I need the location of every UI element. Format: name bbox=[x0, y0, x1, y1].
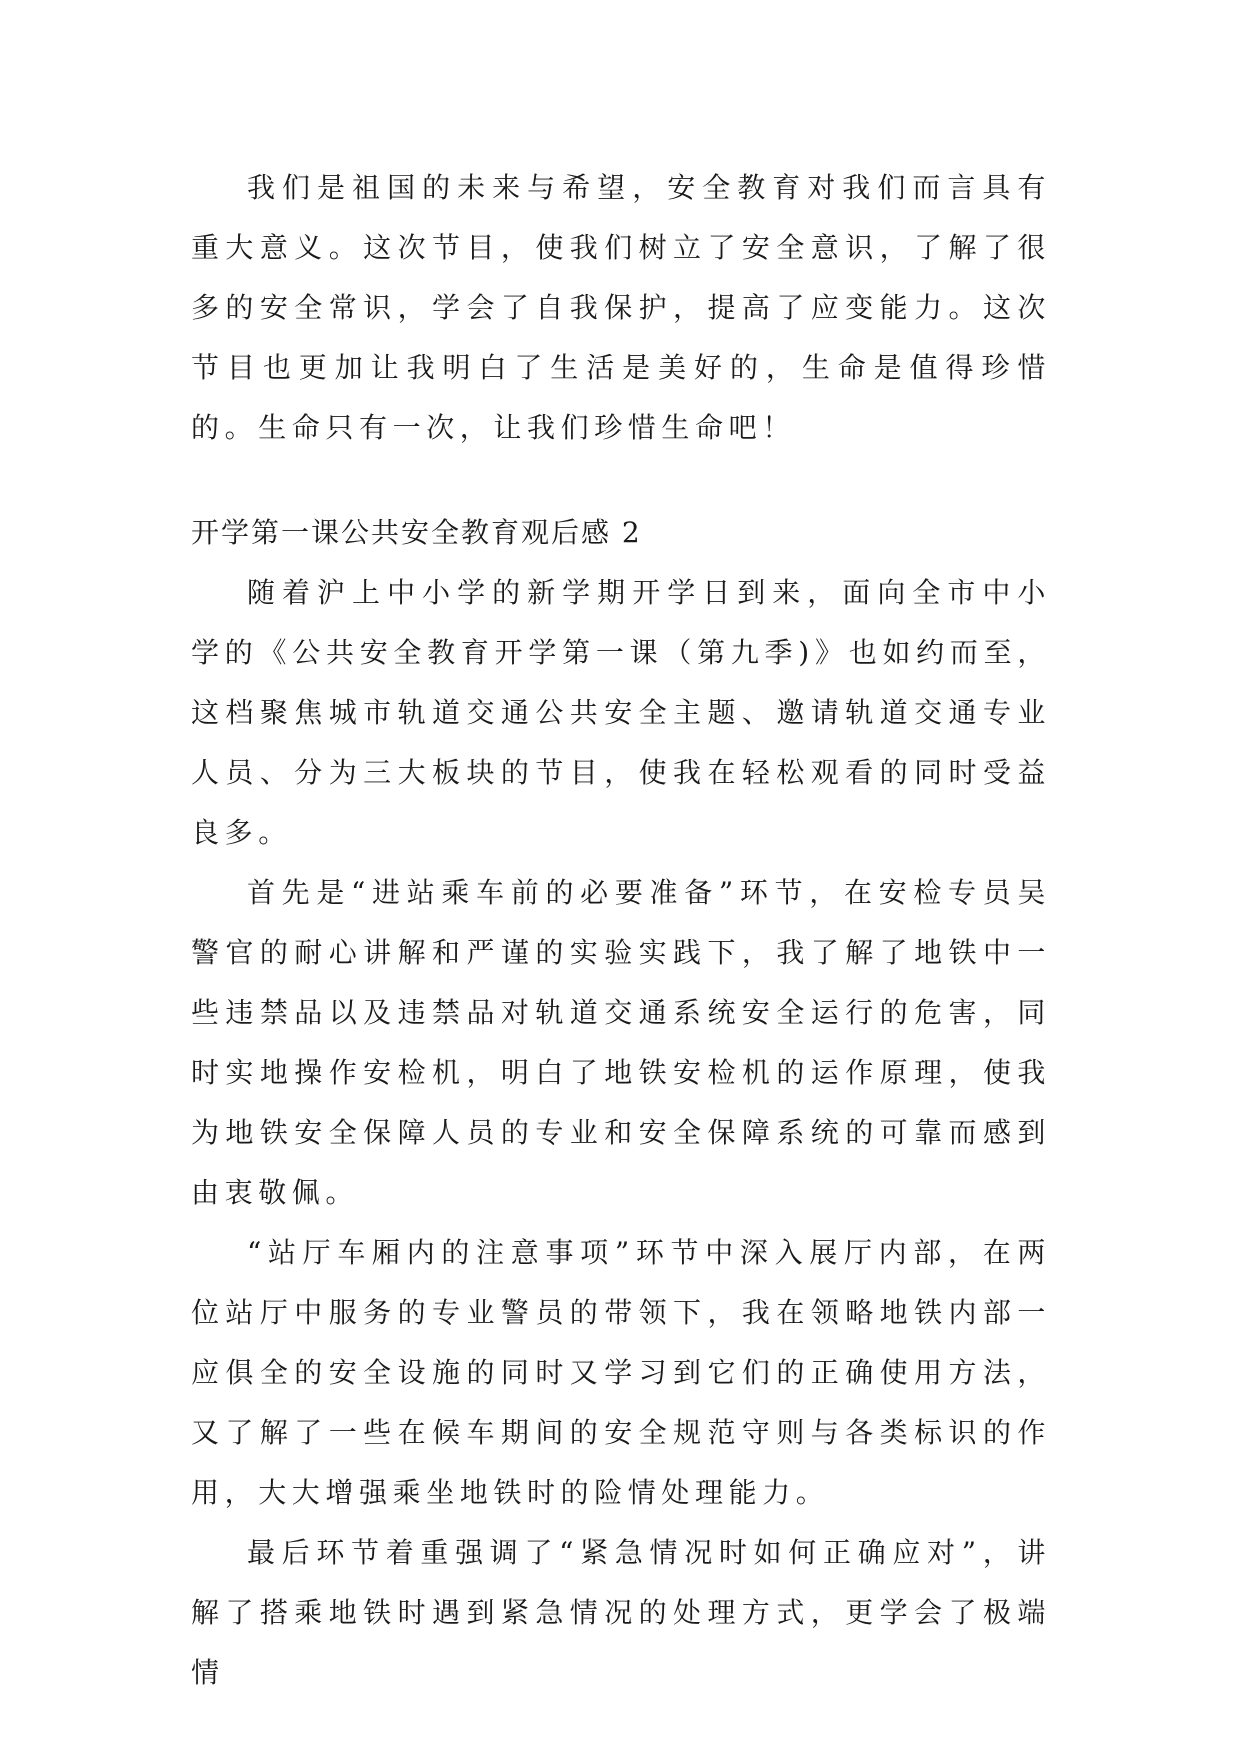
body-paragraph-4: 最后环节着重强调了“紧急情况时如何正确应对”，讲解了搭乘地铁时遇到紧急情况的处理方式，更学会了极端情 bbox=[191, 1536, 1051, 1689]
section-title: 开学第一课公共安全教育观后感 2 bbox=[191, 516, 642, 549]
body-paragraph-2: 首先是“进站乘车前的必要准备”环节，在安检专员吴警官的耐心讲解和严谨的实验实践下，我了解了地铁中一些违禁品以及违禁品对轨道交通系统安全运行的危害，同时实地操作安检机，明白了地铁安检机的运作原理，使我为地铁安全保障人员的专业和安全保障系统的可靠而感到由衷敬佩。 bbox=[191, 876, 1051, 1209]
document-page bbox=[191, 158, 1051, 1703]
body-paragraph-3: “站厅车厢内的注意事项”环节中深入展厅内部，在两位站厅中服务的专业警员的带领下，我在领略地铁内部一应俱全的安全设施的同时又学习到它们的正确使用方法，又了解了一些在候车期间的安全规范守则与各类标识的作用，大大增强乘坐地铁时的险情处理能力。 bbox=[191, 1236, 1051, 1509]
body-paragraph-1: 随着沪上中小学的新学期开学日到来，面向全市中小学的《公共安全教育开学第一课（第九季)》也如约而至，这档聚焦城市轨道交通公共安全主题、邀请轨道交通专业人员、分为三大板块的节目，使我在轻松观看的同时受益良多。 bbox=[191, 576, 1051, 849]
intro-paragraph: 我们是祖国的未来与希望，安全教育对我们而言具有重大意义。这次节目，使我们树立了安全意识，了解了很多的安全常识，学会了自我保护，提高了应变能力。这次节目也更加让我明白了生活是美好的，生命是值得珍惜的。生命只有一次，让我们珍惜生命吧！ bbox=[191, 171, 1051, 444]
